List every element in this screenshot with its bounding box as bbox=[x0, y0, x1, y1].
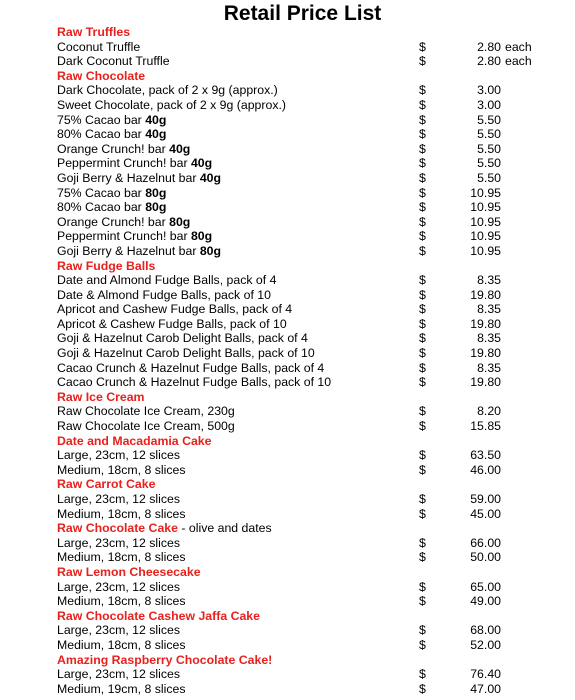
currency-symbol: $ bbox=[419, 54, 426, 69]
price-row bbox=[57, 361, 557, 376]
product-name bbox=[57, 623, 180, 637]
price-amount: 8.35 bbox=[477, 273, 501, 288]
product-name-text: Dark Coconut Truffle bbox=[57, 54, 170, 69]
price-amount: 10.95 bbox=[470, 200, 501, 215]
section-heading-text: Raw Chocolate Cake bbox=[57, 521, 178, 536]
price-row bbox=[57, 127, 557, 142]
product-name-text: Cacao Crunch & Hazelnut Fudge Balls, pack of 4 bbox=[57, 360, 325, 375]
section-heading-note: - olive and dates bbox=[177, 521, 272, 536]
price-row bbox=[57, 375, 557, 390]
product-name bbox=[57, 550, 185, 564]
price-amount: 76.40 bbox=[470, 667, 501, 682]
product-name bbox=[57, 302, 292, 316]
product-name-text: Apricot & Cashew Fudge Balls, pack of 10 bbox=[57, 316, 287, 331]
section-heading bbox=[57, 609, 557, 624]
price-amount: 68.00 bbox=[470, 623, 501, 638]
price-amount: 5.50 bbox=[477, 141, 501, 156]
price-row bbox=[57, 171, 557, 186]
currency-symbol: $ bbox=[419, 214, 426, 229]
currency-symbol: $ bbox=[419, 506, 426, 521]
currency-symbol: $ bbox=[419, 97, 426, 112]
price-row bbox=[57, 346, 557, 361]
section-heading-text: Raw Truffles bbox=[57, 25, 131, 39]
product-weight: 40g bbox=[145, 112, 167, 127]
product-name-text: Medium, 19cm, 8 slices bbox=[57, 681, 186, 696]
price-amount: 8.20 bbox=[477, 404, 501, 419]
price-row bbox=[57, 83, 557, 98]
currency-symbol: $ bbox=[419, 550, 426, 565]
product-name bbox=[57, 419, 235, 433]
product-name-text: Cacao Crunch & Hazelnut Fudge Balls, pack of 10 bbox=[57, 375, 332, 390]
product-name-text: Date & Almond Fudge Balls, pack of 10 bbox=[57, 287, 271, 302]
price-row bbox=[57, 492, 557, 507]
price-list bbox=[57, 25, 557, 696]
price-amount: 19.80 bbox=[470, 316, 501, 331]
product-name-text: Goji Berry & Hazelnut bar bbox=[57, 243, 200, 258]
product-name-text: Goji Berry & Hazelnut bar bbox=[57, 170, 200, 185]
product-name bbox=[57, 273, 276, 287]
product-name bbox=[57, 40, 140, 54]
price-amount: 5.50 bbox=[477, 112, 501, 127]
currency-symbol: $ bbox=[419, 273, 426, 288]
currency-symbol: $ bbox=[419, 156, 426, 171]
product-name bbox=[57, 667, 180, 681]
product-name-text: Goji & Hazelnut Carob Delight Balls, pack of 10 bbox=[57, 346, 315, 361]
product-name-text: Medium, 18cm, 8 slices bbox=[57, 637, 186, 652]
currency-symbol: $ bbox=[419, 360, 426, 375]
currency-symbol: $ bbox=[419, 316, 426, 331]
price-amount: 2.80 bbox=[477, 54, 501, 69]
product-name-text: Large, 23cm, 12 slices bbox=[57, 535, 181, 550]
currency-symbol: $ bbox=[419, 681, 426, 696]
price-row bbox=[57, 638, 557, 653]
price-amount: 8.35 bbox=[477, 360, 501, 375]
currency-symbol: $ bbox=[419, 170, 426, 185]
price-amount: 46.00 bbox=[470, 462, 501, 477]
price-row bbox=[57, 550, 557, 565]
product-weight: 40g bbox=[145, 127, 167, 142]
product-name-text: Large, 23cm, 12 slices bbox=[57, 667, 181, 682]
product-name bbox=[57, 346, 315, 360]
price-row bbox=[57, 244, 557, 259]
price-amount: 65.00 bbox=[470, 579, 501, 594]
product-name bbox=[57, 142, 190, 156]
product-name bbox=[57, 448, 180, 462]
product-name bbox=[57, 580, 180, 594]
price-row bbox=[57, 40, 557, 55]
currency-symbol: $ bbox=[419, 287, 426, 302]
product-name-text: Medium, 18cm, 8 slices bbox=[57, 462, 186, 477]
price-row bbox=[57, 580, 557, 595]
price-amount: 8.35 bbox=[477, 331, 501, 346]
section-heading-text: Raw Chocolate Cashew Jaffa Cake bbox=[57, 608, 260, 623]
product-name-text: Raw Chocolate Ice Cream, 500g bbox=[57, 419, 235, 434]
price-amount: 5.50 bbox=[477, 156, 501, 171]
product-name-text: Goji & Hazelnut Carob Delight Balls, pack of 4 bbox=[57, 331, 308, 346]
product-name-text: Medium, 18cm, 8 slices bbox=[57, 594, 186, 609]
product-name-text: Peppermint Crunch! bar bbox=[57, 229, 191, 244]
section-heading bbox=[57, 25, 557, 40]
product-name-text: Large, 23cm, 12 slices bbox=[57, 579, 181, 594]
price-row bbox=[57, 594, 557, 609]
product-name-text: Peppermint Crunch! bar bbox=[57, 156, 191, 171]
product-name bbox=[57, 536, 180, 550]
product-name bbox=[57, 638, 185, 652]
price-amount: 19.80 bbox=[470, 346, 501, 361]
price-row bbox=[57, 215, 557, 230]
product-name-text: Apricot and Cashew Fudge Balls, pack of 4 bbox=[57, 302, 293, 317]
price-amount: 50.00 bbox=[470, 550, 501, 565]
product-name bbox=[57, 463, 185, 477]
product-name bbox=[57, 200, 166, 214]
section-heading bbox=[57, 259, 557, 274]
currency-symbol: $ bbox=[419, 667, 426, 682]
section-heading-text: Raw Fudge Balls bbox=[57, 258, 156, 273]
product-name-text: 80% Cacao bar bbox=[57, 200, 146, 215]
product-name-text: Sweet Chocolate, pack of 2 x 9g (approx.) bbox=[57, 97, 286, 112]
price-amount: 47.00 bbox=[470, 681, 501, 696]
price-row bbox=[57, 302, 557, 317]
price-row bbox=[57, 54, 557, 69]
price-row bbox=[57, 317, 557, 332]
price-amount: 5.50 bbox=[477, 127, 501, 142]
product-name-text: Large, 23cm, 12 slices bbox=[57, 448, 181, 463]
price-amount: 59.00 bbox=[470, 492, 501, 506]
section-heading-text: Raw Carrot Cake bbox=[57, 477, 156, 492]
product-weight: 40g bbox=[169, 141, 191, 156]
section-heading bbox=[57, 653, 557, 668]
product-weight: 80g bbox=[145, 200, 167, 215]
price-unit: each bbox=[505, 39, 532, 54]
product-name bbox=[57, 288, 271, 302]
product-name bbox=[57, 83, 278, 97]
price-amount: 5.50 bbox=[477, 170, 501, 185]
product-name-text: Medium, 18cm, 8 slices bbox=[57, 550, 186, 565]
section-heading-text: Raw Lemon Cheesecake bbox=[57, 564, 201, 579]
currency-symbol: $ bbox=[419, 623, 426, 638]
currency-symbol: $ bbox=[419, 141, 426, 156]
price-row bbox=[57, 404, 557, 419]
price-amount: 49.00 bbox=[470, 594, 501, 609]
currency-symbol: $ bbox=[419, 243, 426, 258]
product-name-text: 75% Cacao bar bbox=[57, 185, 146, 200]
currency-symbol: $ bbox=[419, 594, 426, 609]
currency-symbol: $ bbox=[419, 229, 426, 244]
section-heading bbox=[57, 390, 557, 405]
price-amount: 52.00 bbox=[470, 637, 501, 652]
product-weight: 80g bbox=[199, 243, 222, 258]
currency-symbol: $ bbox=[419, 535, 426, 550]
product-name-text: Coconut Truffle bbox=[57, 39, 141, 54]
currency-symbol: $ bbox=[419, 331, 426, 346]
section-heading bbox=[57, 69, 557, 84]
currency-symbol: $ bbox=[419, 112, 426, 127]
price-row bbox=[57, 273, 557, 288]
currency-symbol: $ bbox=[419, 39, 426, 54]
price-row bbox=[57, 507, 557, 522]
product-weight: 80g bbox=[169, 214, 191, 229]
price-amount: 2.80 bbox=[477, 39, 501, 54]
product-weight: 80g bbox=[145, 185, 167, 200]
section-heading bbox=[57, 565, 557, 580]
price-amount: 66.00 bbox=[470, 535, 501, 550]
page-title: Retail Price List bbox=[223, 2, 382, 25]
currency-symbol: $ bbox=[419, 375, 426, 390]
price-row bbox=[57, 331, 557, 346]
product-name bbox=[57, 492, 180, 506]
product-name bbox=[57, 98, 286, 112]
product-name-text: Large, 23cm, 12 slices bbox=[57, 623, 181, 638]
section-heading-text: Raw Ice Cream bbox=[57, 389, 145, 404]
currency-symbol: $ bbox=[419, 127, 426, 142]
price-amount: 3.00 bbox=[477, 97, 501, 112]
product-weight: 40g bbox=[190, 156, 213, 171]
price-amount: 3.00 bbox=[477, 83, 501, 98]
currency-symbol: $ bbox=[419, 579, 426, 594]
product-name bbox=[57, 171, 221, 185]
price-row bbox=[57, 463, 557, 478]
currency-symbol: $ bbox=[419, 492, 426, 506]
product-weight: 80g bbox=[190, 229, 213, 244]
product-name-text: Orange Crunch! bar bbox=[57, 214, 170, 229]
price-row bbox=[57, 448, 557, 463]
price-row bbox=[57, 623, 557, 638]
currency-symbol: $ bbox=[419, 448, 426, 463]
product-name-text: Dark Chocolate, pack of 2 x 9g (approx.) bbox=[57, 83, 278, 98]
currency-symbol: $ bbox=[419, 419, 426, 434]
price-row bbox=[57, 186, 557, 201]
price-amount: 15.85 bbox=[470, 419, 501, 434]
product-name-text: Raw Chocolate Ice Cream, 230g bbox=[57, 404, 235, 419]
currency-symbol: $ bbox=[419, 200, 426, 215]
price-row bbox=[57, 536, 557, 551]
currency-symbol: $ bbox=[419, 404, 426, 419]
section-heading-text: Raw Chocolate bbox=[57, 68, 146, 83]
price-amount: 45.00 bbox=[470, 506, 501, 521]
currency-symbol: $ bbox=[419, 637, 426, 652]
price-amount: 19.80 bbox=[470, 287, 501, 302]
price-row bbox=[57, 142, 557, 157]
price-row bbox=[57, 200, 557, 215]
section-heading bbox=[57, 434, 557, 449]
product-name-text: 75% Cacao bar bbox=[57, 112, 146, 127]
currency-symbol: $ bbox=[419, 462, 426, 477]
currency-symbol: $ bbox=[419, 185, 426, 200]
product-name bbox=[57, 317, 287, 331]
product-name bbox=[57, 127, 166, 141]
product-name bbox=[57, 507, 185, 521]
currency-symbol: $ bbox=[419, 83, 426, 98]
product-name bbox=[57, 375, 331, 389]
price-amount: 8.35 bbox=[477, 302, 501, 317]
product-name bbox=[57, 54, 170, 68]
price-amount: 19.80 bbox=[470, 375, 501, 390]
price-row bbox=[57, 113, 557, 128]
section-heading bbox=[57, 477, 557, 492]
price-row bbox=[57, 156, 557, 171]
price-row bbox=[57, 682, 557, 697]
product-name-text: Date and Almond Fudge Balls, pack of 4 bbox=[57, 273, 277, 288]
product-name-text: Medium, 18cm, 8 slices bbox=[57, 506, 186, 521]
product-name bbox=[57, 215, 190, 229]
product-name bbox=[57, 594, 185, 608]
price-amount: 63.50 bbox=[470, 448, 501, 463]
product-name-text: 80% Cacao bar bbox=[57, 127, 146, 142]
product-name bbox=[57, 244, 221, 258]
price-unit: each bbox=[505, 54, 532, 69]
product-name bbox=[57, 186, 166, 200]
currency-symbol: $ bbox=[419, 346, 426, 361]
product-name bbox=[57, 229, 212, 243]
product-name-text: Orange Crunch! bar bbox=[57, 141, 170, 156]
product-name bbox=[57, 113, 166, 127]
product-name bbox=[57, 404, 235, 418]
product-name bbox=[57, 682, 185, 696]
section-heading-text: Amazing Raspberry Chocolate Cake! bbox=[57, 652, 273, 667]
product-name-text: Large, 23cm, 12 slices bbox=[57, 492, 181, 506]
section-heading-text: Date and Macadamia Cake bbox=[57, 433, 212, 448]
product-name bbox=[57, 331, 308, 345]
product-name bbox=[57, 361, 324, 375]
price-row bbox=[57, 288, 557, 303]
price-row bbox=[57, 229, 557, 244]
product-weight: 40g bbox=[199, 170, 222, 185]
price-amount: 10.95 bbox=[470, 214, 501, 229]
price-row bbox=[57, 667, 557, 682]
price-row bbox=[57, 98, 557, 113]
price-amount: 10.95 bbox=[470, 229, 501, 244]
currency-symbol: $ bbox=[419, 302, 426, 317]
price-amount: 10.95 bbox=[470, 243, 501, 258]
section-heading bbox=[57, 521, 557, 536]
price-row bbox=[57, 419, 557, 434]
price-amount: 10.95 bbox=[470, 185, 501, 200]
product-name bbox=[57, 156, 212, 170]
